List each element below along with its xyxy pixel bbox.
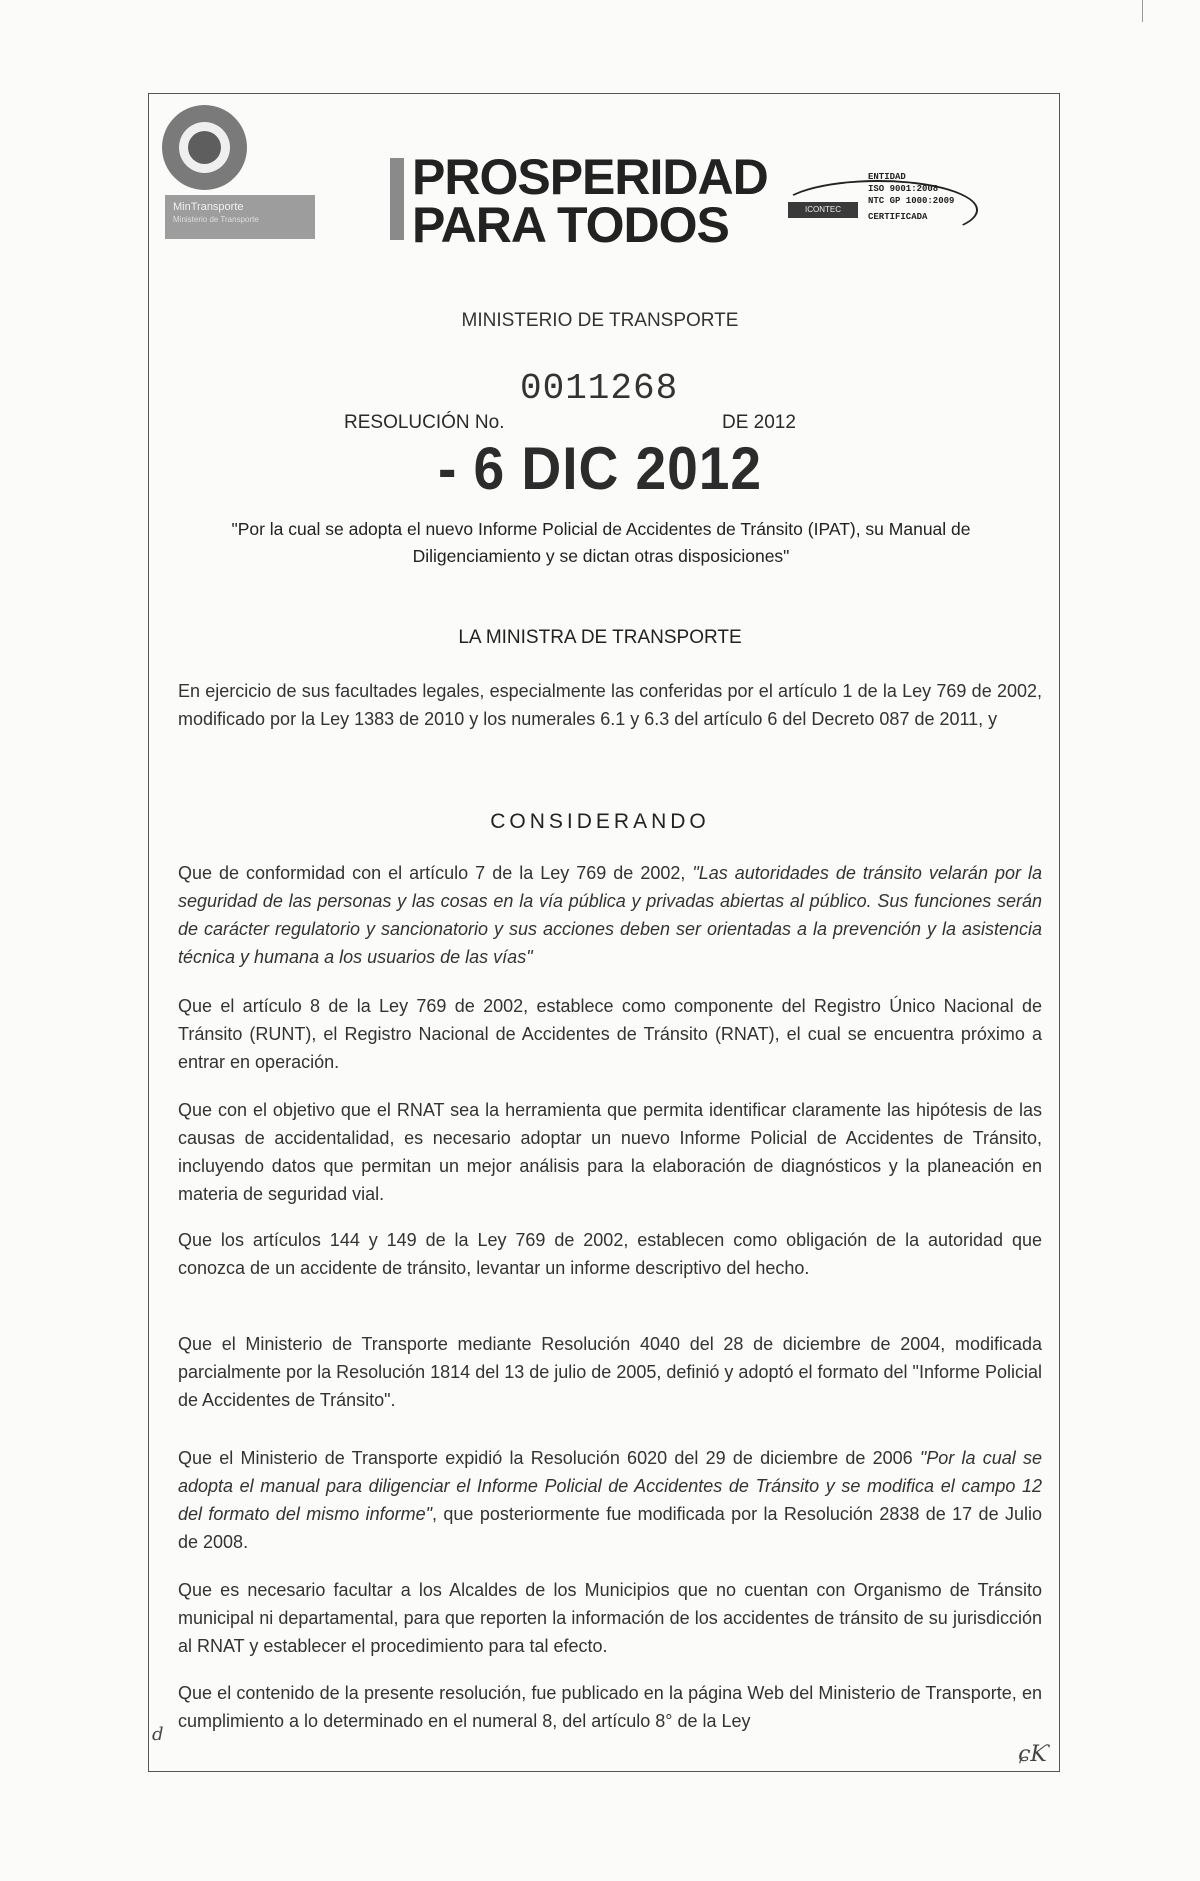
cert-line-3: NTC GP 1000:2009 [868, 196, 955, 206]
resolution-label: RESOLUCIÓN No. [344, 412, 505, 433]
iso-certification-logo [778, 166, 978, 246]
considerando-paragraph-5: Que el Ministerio de Transporte mediante Resolución 4040 del 28 de diciembre de 2004, modificada parcialmente por la Resolución 1814 del 13 de julio de 2005, definió y adoptó el formato del "Informe Policial de Accidentes de Tránsito". [178, 1334, 1042, 1410]
cert-line-1: ENTIDAD [868, 172, 906, 182]
preamble-paragraph: En ejercicio de sus facultades legales, especialmente las conferidas por el artículo 1 de la Ley 769 de 2002, modificado por la Ley 1383 de 2010 y los numerales 6.1 y 6.3 del artículo 6 del Decreto 087 de 2011, y [178, 681, 1042, 729]
mintransporte-logo-subtext: Ministerio de Transporte [173, 215, 259, 224]
cert-line-4: CERTIFICADA [868, 212, 928, 222]
slogan-bar [390, 158, 404, 240]
considerando-paragraph-7: Que es necesario facultar a los Alcaldes de los Municipios que no cuentan con Organismo de Tránsito municipal ni departamental, para que reporten la información de los accidentes de tránsito de su jurisdicción al RNAT y establecer el procedimiento para tal efecto. [178, 1580, 1042, 1656]
considerando-paragraph-3: Que con el objetivo que el RNAT sea la herramienta que permita identificar claramente las hipótesis de las causas de accidentalidad, es necesario adoptar un nuevo Informe Policial de Accidentes de Tránsito, incluyendo datos que permitan un mejor análisis para la elaboración de diagnósticos y la planeación en materia de seguridad vial. [178, 1100, 1042, 1204]
scan-edge-mark [1142, 0, 1143, 22]
paragraph-6-tail: , que posteriormente fue modificada por la Resolución 2838 de 17 de Julio de 2008. [178, 1504, 1042, 1552]
resolution-number-stamp: 0011268 [520, 368, 679, 409]
considerando-paragraph-4: Que los artículos 144 y 149 de la Ley 769 de 2002, establecen como obligación de la autoridad que conozca de un accidente de tránsito, levantar un informe descriptivo del hecho. [178, 1230, 1042, 1278]
considerando-heading: CONSIDERANDO [490, 810, 710, 833]
handwritten-initials: ɕƘ [1018, 1742, 1047, 1767]
handwritten-margin-mark: d [152, 1724, 164, 1745]
resolution-year: DE 2012 [722, 412, 796, 433]
cert-line-2: ISO 9001:2008 [868, 184, 939, 194]
paragraph-1-text: Que de conformidad con el artículo 7 de la Ley 769 de 2002, [178, 863, 693, 883]
date-stamp: - 6 DIC 2012 [437, 435, 762, 502]
paragraph-6-quote: "Por la cual se adopta el manual para diligenciar el Informe Policial de Accidentes de Tránsito y se modifica el campo 12 del formato del mismo informe" [178, 1448, 1042, 1524]
colombia-seal-icon [162, 105, 247, 190]
considerando-paragraph-8: Que el contenido de la presente resolución, fue publicado en la página Web del Ministerio de Transporte, en cumplimiento a lo determinado en el numeral 8, del artículo 8° de la Ley [178, 1683, 1042, 1731]
mintransporte-logo [165, 195, 315, 239]
paragraph-1-quote: "Las autoridades de tránsito velarán por la seguridad de las personas y las cosas en la vía pública y privadas abiertas al público. Sus funciones serán de carácter regulatorio y sancionatorio y sus acciones deben ser orientadas a la prevención y la asistencia técnica y humana a los usuarios de las vías" [178, 863, 1042, 967]
paragraph-6-text: Que el Ministerio de Transporte expidió la Resolución 6020 del 29 de diciembre de 2006 [178, 1448, 920, 1468]
considerando-paragraph-6 [178, 1444, 1042, 1556]
slogan-line-1: PROSPERIDAD [412, 149, 768, 205]
icontec-tag: ICONTEC [788, 202, 858, 218]
considerando-paragraph-2: Que el artículo 8 de la Ley 769 de 2002, establece como componente del Registro Único Nacional de Tránsito (RUNT), el Registro Nacional de Accidentes de Tránsito (RNAT), el cual se encuentra próximo a entrar en operación. [178, 996, 1042, 1072]
slogan-line-2: PARA TODOS [412, 197, 729, 253]
considerando-paragraph-1 [178, 859, 1042, 971]
issuer-heading: LA MINISTRA DE TRANSPORTE [458, 627, 742, 648]
mintransporte-logo-text: MinTransporte [173, 201, 244, 213]
resolution-title: "Por la cual se adopta el nuevo Informe Policial de Accidentes de Tránsito (IPAT), su Manual de Diligenciamiento y se dictan otras disposiciones" [231, 519, 971, 566]
ministry-heading: MINISTERIO DE TRANSPORTE [461, 310, 739, 331]
